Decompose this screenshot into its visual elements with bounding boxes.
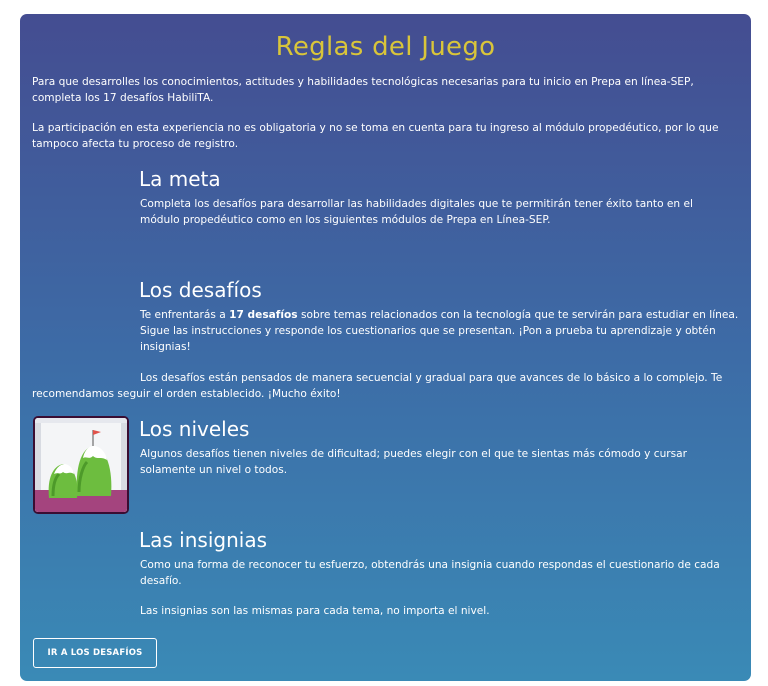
go-to-challenges-button[interactable]: IR A LOS DESAFÍOS bbox=[33, 638, 157, 668]
section-text-desafios-1 bbox=[140, 307, 740, 355]
section-text-meta: Completa los desafíos para desarrollar las habilidades digitales que te permitirán tener éxito tanto en el módulo propedéutico como en los siguientes módulos de Prepa en Línea-SEP. bbox=[140, 198, 693, 226]
section-text-niveles: Algunos desafíos tienen niveles de dificultad; puedes elegir con el que te sientas más cómodo y cursar solamente un nivel o todos. bbox=[140, 448, 688, 476]
rules-panel bbox=[20, 14, 751, 681]
section-text-insignias-2: Las insignias son las mismas para cada tema, no importa el nivel. bbox=[140, 605, 490, 617]
intro-paragraph-2: La participación en esta experiencia no es obligatoria y no se toma en cuenta para tu ingreso al módulo propedéutico, por lo que tampoco afecta tu proceso de registro. bbox=[32, 122, 719, 150]
intro-paragraph-1: Para que desarrolles los conocimientos, actitudes y habilidades tecnológicas necesarias para tu inicio en Prepa en línea-SEP, completa los 17 desafíos HabiliTA. bbox=[32, 76, 694, 104]
section-heading-meta: La meta bbox=[139, 167, 221, 191]
page-title: Reglas del Juego bbox=[275, 32, 496, 62]
section-heading-desafios: Los desafíos bbox=[139, 278, 262, 302]
desafios-text-after: sobre temas relacionados con la tecnología que te servirán para estudiar en línea. Sigue las instrucciones y responde los cuestionarios que se presentan. ¡Pon a prueba tu aprendizaje y obtén insignias! bbox=[140, 309, 739, 353]
mountains-flag-icon bbox=[33, 416, 129, 514]
section-text-insignias-1: Como una forma de reconocer tu esfuerzo, obtendrás una insignia cuando respondas el cuestionario de cada desafío. bbox=[140, 559, 720, 587]
desafios-count-bold: 17 desafíos bbox=[229, 309, 298, 321]
section-heading-insignias: Las insignias bbox=[139, 528, 267, 552]
section-text-desafios-2: Los desafíos están pensados de manera secuencial y gradual para que avances de lo básico a lo complejo. Te recomendamos seguir el orden establecido. ¡Mucho éxito! bbox=[32, 372, 723, 400]
section-heading-niveles: Los niveles bbox=[139, 417, 250, 441]
desafios-text-before: Te enfrentarás a bbox=[140, 309, 230, 321]
